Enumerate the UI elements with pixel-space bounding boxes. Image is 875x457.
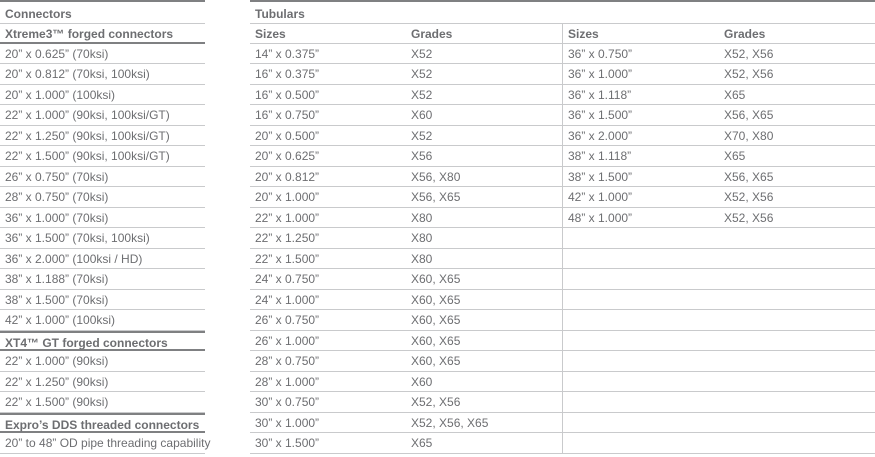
column-header-grades: Grades <box>724 27 766 41</box>
grade-cell: X52, X56 <box>724 210 774 225</box>
grade-cell: X52, X56 <box>724 190 774 204</box>
table-row <box>250 331 875 352</box>
size-cell: 26” x 0.750” <box>255 313 320 327</box>
grade-cell: X56, X80 <box>411 169 461 184</box>
size-cell: 28” x 0.750” <box>255 354 320 368</box>
grade-cell <box>719 269 875 289</box>
size-cell <box>562 351 719 371</box>
tubulars-table <box>250 0 875 454</box>
grade-cell: X65 <box>724 87 746 102</box>
table-row <box>250 392 875 413</box>
size-cell <box>562 290 719 310</box>
table-row <box>250 44 875 65</box>
grade-cell: X52 <box>411 87 433 102</box>
size-cell: 36” x 2.000” <box>562 126 719 146</box>
connector-item: 22” x 1.250” (90ksi, 100ksi/GT) <box>0 126 205 147</box>
connectors-list <box>0 23 211 454</box>
tubulars-title: Tubulars <box>250 0 875 23</box>
table-row <box>250 249 875 270</box>
table-row <box>250 372 875 393</box>
grade-cell: X56 <box>411 149 433 163</box>
grade-cell: X60, X65 <box>411 354 461 368</box>
grade-cell <box>719 433 875 453</box>
connector-item: 20” x 1.000” (100ksi) <box>0 85 205 106</box>
table-row <box>250 310 875 331</box>
size-cell <box>562 310 719 330</box>
connector-item: 36” x 1.500” (70ksi, 100ksi) <box>0 228 205 249</box>
size-cell: 38” x 1.118” <box>562 146 719 166</box>
size-cell: 24” x 1.000” <box>255 292 320 307</box>
grade-cell: X80 <box>411 231 433 245</box>
connector-item: 38” x 1.500” (70ksi) <box>0 290 205 311</box>
grade-cell: X56, X65 <box>724 169 774 184</box>
grade-cell: X52, X56 <box>411 395 461 409</box>
table-row <box>250 290 875 311</box>
xt4-heading: XT4™ GT forged connectors <box>0 331 205 352</box>
grade-cell: X60, X65 <box>411 272 461 286</box>
grade-cell: X56, X65 <box>724 108 774 122</box>
dds-heading: Expro’s DDS threaded connectors <box>0 413 205 434</box>
grade-cell: X52, X56 <box>724 67 774 81</box>
grade-cell: X65 <box>724 149 746 163</box>
size-cell: 16” x 0.500” <box>255 87 320 102</box>
table-row <box>250 187 875 208</box>
size-cell: 20” x 0.500” <box>255 128 320 143</box>
grade-cell: X56, X65 <box>411 190 461 204</box>
size-cell: 22” x 1.500” <box>255 251 320 266</box>
column-header-sizes: Sizes <box>255 27 286 41</box>
size-cell: 20” x 1.000” <box>255 190 320 204</box>
table-row <box>250 85 875 106</box>
connectors-title: Connectors <box>0 0 205 23</box>
connector-item: 22” x 1.500” (90ksi, 100ksi/GT) <box>0 146 205 167</box>
tubulars-header-row <box>250 23 875 44</box>
connector-item: 22” x 1.500” (90ksi) <box>0 392 205 413</box>
size-cell <box>562 269 719 289</box>
connector-item: 28” x 0.750” (70ksi) <box>0 187 205 208</box>
size-cell: 30” x 1.500” <box>255 436 320 450</box>
grade-cell: X52, X56 <box>724 46 774 61</box>
connector-item: 20” x 0.812” (70ksi, 100ksi) <box>0 64 205 85</box>
grade-cell <box>719 331 875 351</box>
table-row <box>250 64 875 85</box>
tubulars-rows <box>250 44 875 454</box>
size-cell: 14” x 0.375” <box>255 46 320 61</box>
table-row <box>250 351 875 372</box>
size-cell: 30” x 1.000” <box>255 415 320 430</box>
connector-item: 38” x 1.188” (70ksi) <box>0 269 205 290</box>
connector-item: 20” to 48” OD pipe threading capability <box>0 433 205 454</box>
grade-cell: X80 <box>411 210 433 225</box>
table-row <box>250 269 875 290</box>
grade-cell <box>719 413 875 433</box>
grade-cell: X60 <box>411 374 433 389</box>
size-cell <box>562 372 719 392</box>
size-cell: 22” x 1.250” <box>255 231 320 245</box>
size-cell <box>562 331 719 351</box>
size-cell: 36” x 0.750” <box>562 44 719 64</box>
size-cell: 38” x 1.500” <box>562 167 719 187</box>
table-row <box>250 413 875 434</box>
size-cell: 42” x 1.000” <box>562 187 719 207</box>
size-cell <box>562 392 719 412</box>
table-row <box>250 208 875 229</box>
grade-cell: X52, X56, X65 <box>411 415 489 430</box>
size-cell: 16” x 0.375” <box>255 67 320 81</box>
grade-cell <box>719 290 875 310</box>
table-row <box>250 105 875 126</box>
connector-item: 26” x 0.750” (70ksi) <box>0 167 205 188</box>
grade-cell: X52 <box>411 128 433 143</box>
size-cell <box>562 413 719 433</box>
connector-item: 20” x 0.625” (70ksi) <box>0 44 205 65</box>
connector-item: 36” x 2.000” (100ksi / HD) <box>0 249 205 270</box>
grade-cell <box>719 310 875 330</box>
size-cell <box>562 249 719 269</box>
size-cell: 36” x 1.500” <box>562 105 719 125</box>
size-cell: 26” x 1.000” <box>255 333 320 348</box>
grade-cell: X80 <box>411 251 433 266</box>
connector-item: 22” x 1.250” (90ksi) <box>0 372 205 393</box>
xtreme3-heading: Xtreme3™ forged connectors <box>0 23 205 44</box>
size-cell <box>562 433 719 453</box>
grade-cell: X60 <box>411 108 433 122</box>
size-cell: 36” x 1.000” <box>562 64 719 84</box>
size-cell: 20” x 0.625” <box>255 149 320 163</box>
connector-item: 22” x 1.000” (90ksi, 100ksi/GT) <box>0 105 205 126</box>
connectors-table <box>0 0 211 454</box>
table-row <box>250 146 875 167</box>
table-row <box>250 126 875 147</box>
grade-cell <box>719 249 875 269</box>
size-cell: 24” x 0.750” <box>255 272 320 286</box>
size-cell: 28” x 1.000” <box>255 374 320 389</box>
column-header-grades: Grades <box>411 27 453 41</box>
size-cell: 20” x 0.812” <box>255 169 320 184</box>
grade-cell <box>719 351 875 371</box>
size-cell: 16” x 0.750” <box>255 108 320 122</box>
grade-cell: X52 <box>411 67 433 81</box>
table-row <box>250 433 875 454</box>
grade-cell: X60, X65 <box>411 333 461 348</box>
grade-cell <box>719 392 875 412</box>
size-cell: 48” x 1.000” <box>562 208 719 228</box>
connector-item: 42” x 1.000” (100ksi) <box>0 310 205 331</box>
size-cell: 22” x 1.000” <box>255 210 320 225</box>
grade-cell: X65 <box>411 436 433 450</box>
size-cell <box>562 228 719 248</box>
grade-cell: X70, X80 <box>724 128 774 143</box>
table-row <box>250 167 875 188</box>
grade-cell: X60, X65 <box>411 292 461 307</box>
grade-cell <box>719 372 875 392</box>
connector-item: 36” x 1.000” (70ksi) <box>0 208 205 229</box>
size-cell: 36” x 1.118” <box>562 85 719 105</box>
connector-item: 22” x 1.000” (90ksi) <box>0 351 205 372</box>
grade-cell <box>719 228 875 248</box>
size-cell: 30” x 0.750” <box>255 395 320 409</box>
column-header-sizes: Sizes <box>562 24 719 43</box>
grade-cell: X52 <box>411 46 433 61</box>
table-row <box>250 228 875 249</box>
grade-cell: X60, X65 <box>411 313 461 327</box>
